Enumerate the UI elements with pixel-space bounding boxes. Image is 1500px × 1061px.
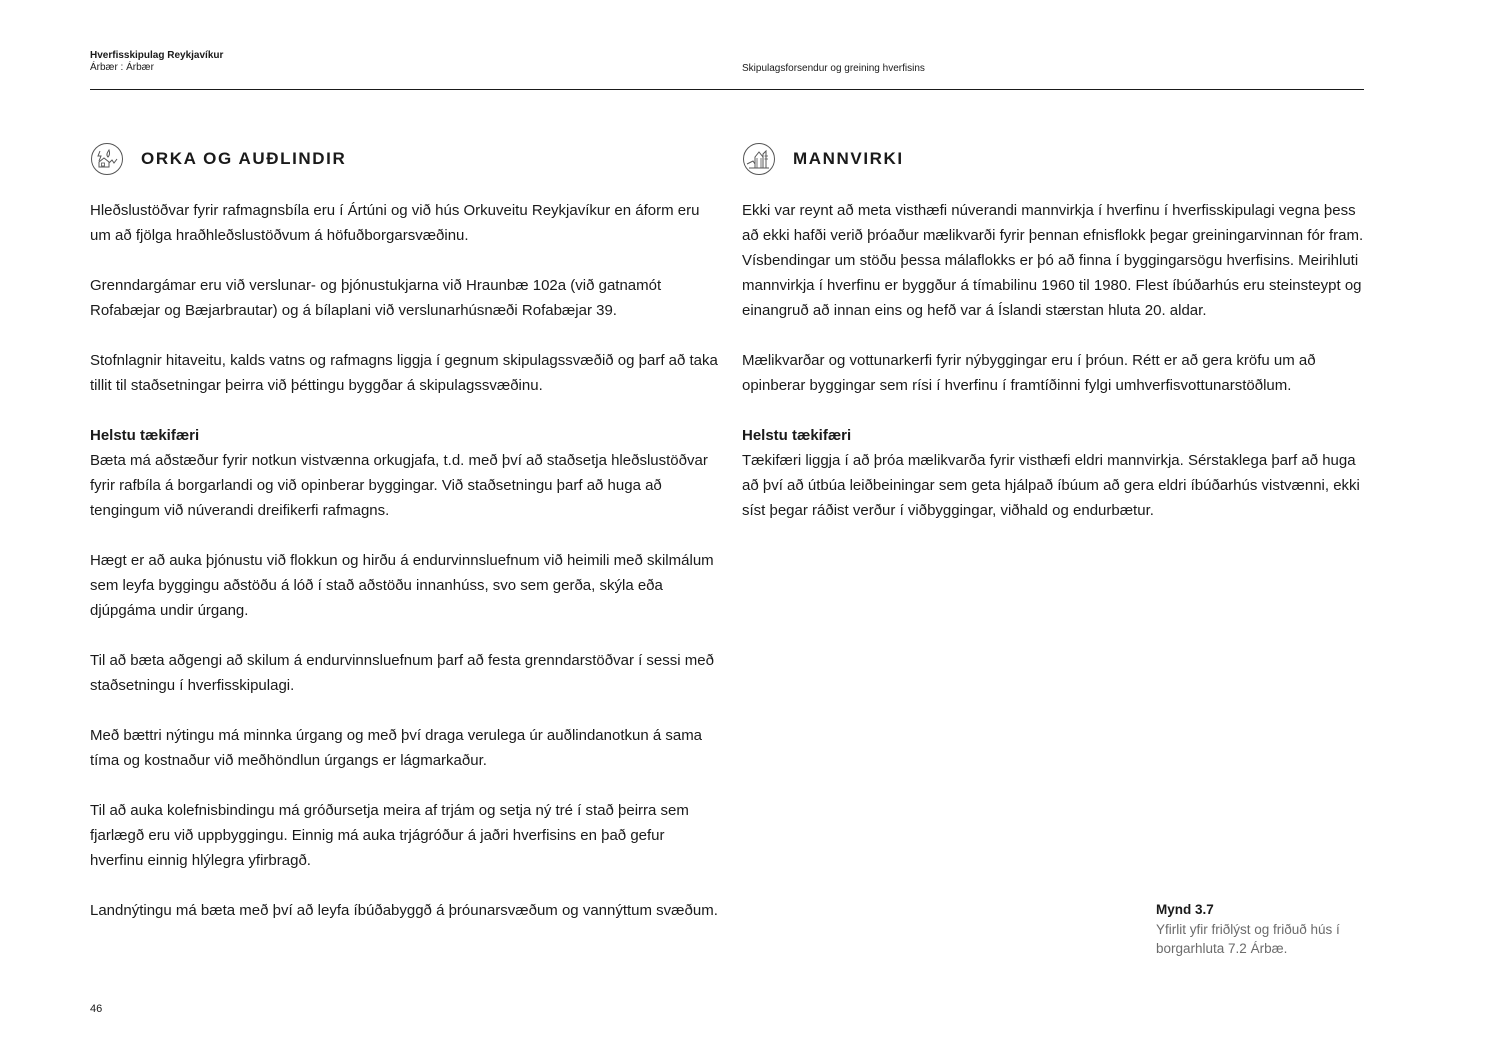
document-subtitle: Árbær : Árbær [90,62,154,73]
paragraph: Til að bæta aðgengi að skilum á endurvinnsluefnum þarf að festa grenndarstöðvar í sessi með staðsetningu í hverfisskipulagi. [90,652,714,694]
section-label: Skipulagsforsendur og greining hverfisins [742,63,925,74]
section-heading [90,140,720,178]
section-title: MANNVIRKI [793,149,904,168]
paragraph: Grenndargámar eru við verslunar- og þjónustukjarna við Hraunbæ 102a (við gatnamót Rofabæjar og Bæjarbrautar) og á bílaplani við verslunarhúsnæði Rofabæjar 39. [90,277,662,319]
section-heading [742,140,1372,178]
opportunities-heading: Helstu tækifæri [742,427,852,444]
paragraph: Mælikvarðar og vottunarkerfi fyrir nýbyggingar eru í þróun. Rétt er að gera kröfu um að opinberar byggingar sem rísi í hverfinu í framtíðinni fylgi umhverfisvottunarstöðlum. [742,352,1316,394]
header-divider [90,89,1364,90]
paragraph: Með bættri nýtingu má minnka úrgang og með því draga verulega úr auðlindanotkun á sama tíma og kostnaður við meðhöndlun úrgangs er lágmarkaður. [90,727,703,769]
section-title: ORKA OG AUÐLINDIR [141,149,347,168]
document-title: Hverfisskipulag Reykjavíkur [90,50,224,61]
paragraph: Tækifæri liggja í að þróa mælikvarða fyrir visthæfi eldri mannvirkja. Sérstaklega þarf að huga að því að útbúa leiðbeiningar sem geta hjálpað íbúum að gera eldri íbúðarhús vistvænni, ekki síst þegar ráðist verður í viðbyggingar, viðhald og endurbætur. [742,452,1360,519]
running-header [90,50,223,74]
opportunities-heading: Helstu tækifæri [90,427,200,444]
paragraph: Landnýtingu má bæta með því að leyfa íbúðabyggð á þróunarsvæðum og vannýttum svæðum. [90,902,718,919]
figure-caption [1156,900,1366,959]
paragraph: Bæta má aðstæður fyrir notkun vistvænna orkugjafa, t.d. með því að staðsetja hleðslustöðvar fyrir rafbíla á borgarlandi og við opinberar byggingar. Við staðsetningu þarf að huga að tengingum við núverandi dreifikerfi rafmagns. [90,452,708,519]
energy-resources-section [90,140,720,948]
paragraph: Til að auka kolefnisbindingu má gróðursetja meira af trjám og setja ný tré í stað þeirra sem fjarlægð eru við uppbyggingu. Einnig má auka trjágróður á jaðri hverfisins en það gefur hverfinu einnig hlýlegra yfirbragð. [90,802,689,869]
buildings-icon [742,142,776,176]
buildings-section [742,140,1372,548]
figure-label: Mynd 3.7 [1156,902,1214,917]
paragraph: Hleðslustöðvar fyrir rafmagnsbíla eru í Ártúni og við hús Orkuveitu Reykjavíkur en áform eru um að fjölga hraðhleðslustöðvum á höfuðborgarsvæðinu. [90,202,700,244]
page-number: 46 [90,1003,103,1015]
paragraph: Ekki var reynt að meta visthæfi núverandi mannvirkja í hverfinu í hverfisskipulagi vegna þess að ekki hafði verið þróaður mælikvarði fyrir þennan efnisflokk þegar greiningarvinnan fór fram. Vísbendingar um stöðu þessa málaflokks er þó að finna í byggingarsögu hverfisins. Meirihluti mannvirkja í hverfinu er byggður á tímabilinu 1960 til 1980. Flest íbúðarhús eru steinsteypt og einangruð að innan eins og hefð var á Íslandi stærstan hluta 20. aldar. [742,202,1364,319]
energy-resources-icon [90,142,124,176]
paragraph: Stofnlagnir hitaveitu, kalds vatns og rafmagns liggja í gegnum skipulagssvæðið og þarf að taka tillit til staðsetningar þeirra við þéttingu byggðar á skipulagssvæðinu. [90,352,718,394]
figure-caption-text: Yfirlit yfir friðlýst og friðuð hús í borgarhluta 7.2 Árbæ. [1156,921,1340,956]
paragraph: Hægt er að auka þjónustu við flokkun og hirðu á endurvinnsluefnum við heimili með skilmálum sem leyfa byggingu aðstöðu á lóð í stað aðstöðu innanhúss, svo sem gerða, skýla eða djúpgáma undir úrgang. [90,552,714,619]
